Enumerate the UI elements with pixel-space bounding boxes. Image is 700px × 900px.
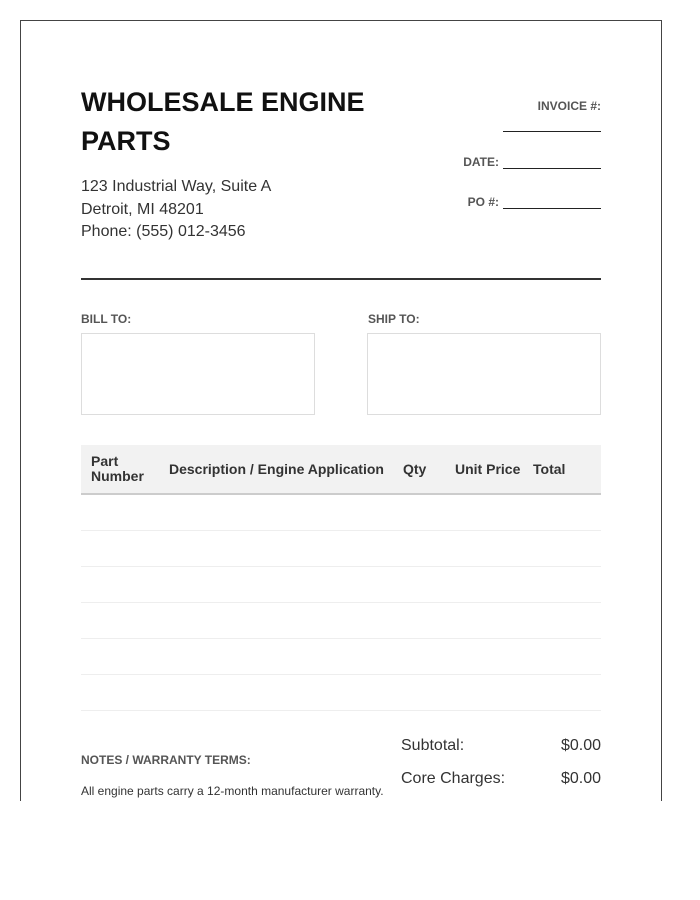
col-qty: Qty (393, 445, 445, 494)
date-field[interactable] (503, 156, 601, 169)
company-phone: Phone: (555) 012-3456 (81, 223, 246, 240)
invoice-number-label: INVOICE #: (537, 99, 601, 113)
table-row[interactable] (81, 494, 601, 531)
bill-to-box[interactable] (81, 333, 315, 415)
subtotal-label: Subtotal: (401, 737, 465, 754)
address-line-1: 123 Industrial Way, Suite A (81, 178, 272, 195)
table-row[interactable] (81, 567, 601, 603)
line-items-body (81, 494, 601, 711)
ship-to-box[interactable] (367, 333, 601, 415)
notes-text: All engine parts carry a 12-month manufacturer warranty. (81, 784, 384, 798)
po-label: PO #: (467, 195, 499, 209)
subtotal-row (401, 737, 601, 770)
notes-label: NOTES / WARRANTY TERMS: (81, 753, 251, 767)
table-row[interactable] (81, 531, 601, 567)
company-block (81, 83, 401, 244)
totals-block (401, 737, 601, 801)
core-charges-row (401, 770, 601, 801)
po-field[interactable] (503, 196, 601, 209)
date-label: DATE: (463, 155, 499, 169)
po-row (468, 195, 601, 209)
col-total: Total (523, 445, 601, 494)
company-address (81, 176, 401, 244)
invoice-number-row (401, 97, 601, 132)
table-header-row (81, 445, 601, 494)
header-divider (81, 278, 601, 280)
col-unit-price: Unit Price (445, 445, 523, 494)
invoice-meta (401, 97, 601, 209)
core-charges-label: Core Charges: (401, 770, 506, 787)
col-part-number: Part Number (81, 445, 159, 494)
bill-to-label: BILL TO: (81, 312, 132, 326)
company-name: WHOLESALE ENGINE PARTS (81, 87, 365, 156)
col-description: Description / Engine Application (159, 445, 393, 494)
table-row[interactable] (81, 675, 601, 711)
address-line-2: Detroit, MI 48201 (81, 200, 204, 218)
date-row (463, 155, 601, 169)
invoice-number-field[interactable] (503, 115, 601, 132)
invoice-sheet (20, 20, 662, 801)
core-charges-value: $0.00 (560, 770, 601, 787)
line-items-table (81, 445, 601, 711)
ship-to-label: SHIP TO: (368, 312, 420, 326)
subtotal-value: $0.00 (560, 737, 601, 754)
table-row[interactable] (81, 639, 601, 675)
table-row[interactable] (81, 603, 601, 639)
